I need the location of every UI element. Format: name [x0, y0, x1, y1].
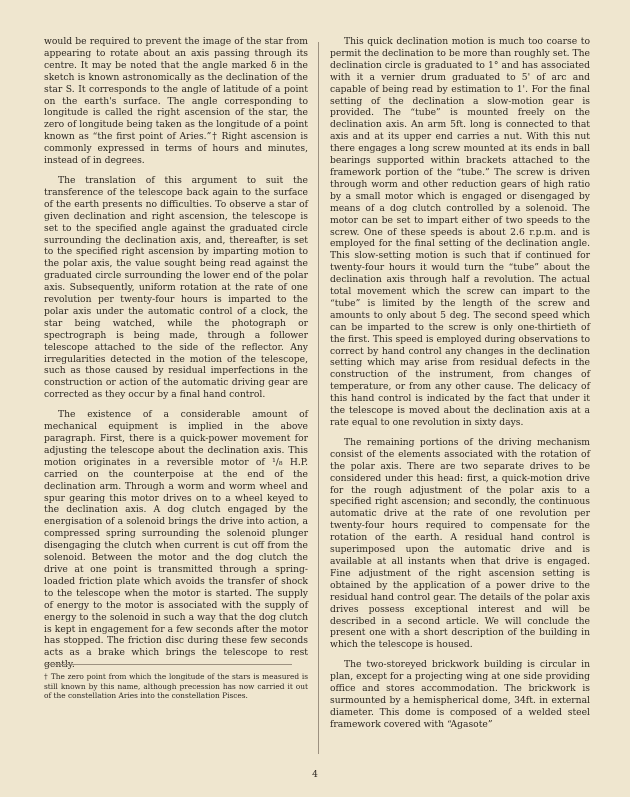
footnote-rule — [44, 664, 292, 665]
left-column — [44, 36, 308, 679]
paragraph: The existence of a considerable amount of mechanical equipment is implied in the above paragraph. First, there is a quick-power movement for adjusting the telescope about the declination axis. This motion originates in a reversible motor of ¹/₈ H.P. carried on the counterpoise at the end of the declination arm. Through a worm and worm wheel and spur gearing this motor drives on to a wheel keyed to the declination axis. A dog clutch engaged by the energisation of a solenoid brings the drive into action, a compressed spring surrounding the solenoid plunger disengaging the clutch when current is cut off from the solenoid. Between the motor and the dog clutch the drive at one point is transmitted through a spring-loaded friction plate which avoids the transfer of shock to the telescope when the motor is started. The supply of energy to the motor is associated with the supply of energy to the solenoid in such a way that the dog clutch is kept in engagement for a few seconds after the motor has stopped. The friction disc during these few seconds acts as a brake which brings the telescope to rest — [44, 409, 308, 659]
column-divider — [318, 42, 319, 754]
right-column — [330, 36, 590, 739]
paragraph: The translation of this argument to suit the transference of the telescope back again to the surface of the earth presents no difficulties. To observe a star of given declination and right ascension, the telescope is set to the specified angle against the graduated circle surrounding the declination axis, and, thereafter, is set to the specified right ascension by imparting motion to the polar axis, the value sought being read against the graduated circle surrounding the lower end of the polar axis. Subsequently, uniform rotation at the rate of one revolution per twenty-four hours is imparted to the polar axis under the automatic control of a clock, the star being watched, while the photograph or spectrograph is being made, through a follower telescope attached to the side of the reflector. Any irregularities detected in the motion of the telescope, such as those caused by residual imperfections in the construction or action of the automatic driving gear are corrected as they occur by a final hand control. — [44, 174, 308, 401]
paragraph: would be required to prevent the image of the star from appearing to rotate about an axis passing through its centre. It may be noted that the angle marked δ in the sketch is known astronomically as the declination of the star S. It corresponds to the angle of latitude of a point on the earth's surface. The angle corresponding to longitude is called the right ascension of the star, the zero of longitude being taken as the longitude of a point known as “the first point of Aries.”† Right ascension is commonly expressed in terms of hours and minutes, instead of in degrees. — [44, 36, 308, 167]
paragraph: This quick declination motion is much too coarse to permit the declination to be more than roughly set. The declination circle is graduated to 1° and has associated with it a vernier drum graduated to 5' of arc and capable of being read by estimation to 1'. For the final setting of the declination a slow-motion gear is provided. The “tube” is mounted freely on the declination axis. An arm 5ft. long is connected to that axis and at its upper end carries a nut. With this nut there engages a long screw mounted at its ends in ball bearings supported within brackets attached to the framework portion of the “tube.” The screw is driven through worm and other reduction gears of high ratio by a small motor which is engaged or disengaged by means of a dog clutch controlled by a solenoid. The motor can be set to impart either of two speeds to the screw. One of these speeds is about 2.6 r.p.m. and is employed for the final setting of the declination angle. This slow-setting motion is such that if continued for twenty-four hours it would turn the “tube” about the declination axis through half a revolution. The actual total movement which the screw can impart to the “tube” is limited by the length of the screw and amounts to only about 5 deg. The second speed which can be imparted to the screw is only one-thirtieth of the first. This speed is employed during observations to correct by hand control any changes in the declination setting which may arise from residual defects in the construction of the instrument, from changes of temperature, or from any other cause. The delicacy of this hand control is indicated by the fact that under it the telescope is moved about the declination axis at a rate equal to one revolution in sixty days. — [330, 36, 590, 428]
page-number: 4 — [312, 770, 318, 780]
footnote: † The zero point from which the longitude of the stars is measured is still known by this name, although precession has now carried it out of the constellation Aries into the constellation Pisces. — [44, 672, 308, 701]
paragraph: The remaining portions of the driving mechanism consist of the elements associated with the rotation of the polar axis. There are two separate drives to be considered under this head: first, a quick-motion drive for the rough adjustment of the polar axis to a specified right ascension; and secondly, the continuous automatic drive at the rate of one revolution per twenty-four hours required to compensate for the rotation of the earth. A residual hand control is superimposed upon the automatic drive and is available at all instants when that drive is engaged. Fine adjustment of the right ascension setting is obtained by the application of a power drive to the residual hand control gear. The details of the polar axis drives possess exceptional interest and will be described in a second article. We will conclude the present one with a short description of the building in which the telescope is housed. — [330, 436, 590, 651]
paragraph: The two-storeyed brickwork building is circular in plan, except for a projecting wing at one side providing office and stores accommodation. The brickwork is surmounted by a hemispherical dome, 34ft. in external diameter. This dome is composed of a welded steel framework covered with “Agasote” — [330, 659, 590, 730]
